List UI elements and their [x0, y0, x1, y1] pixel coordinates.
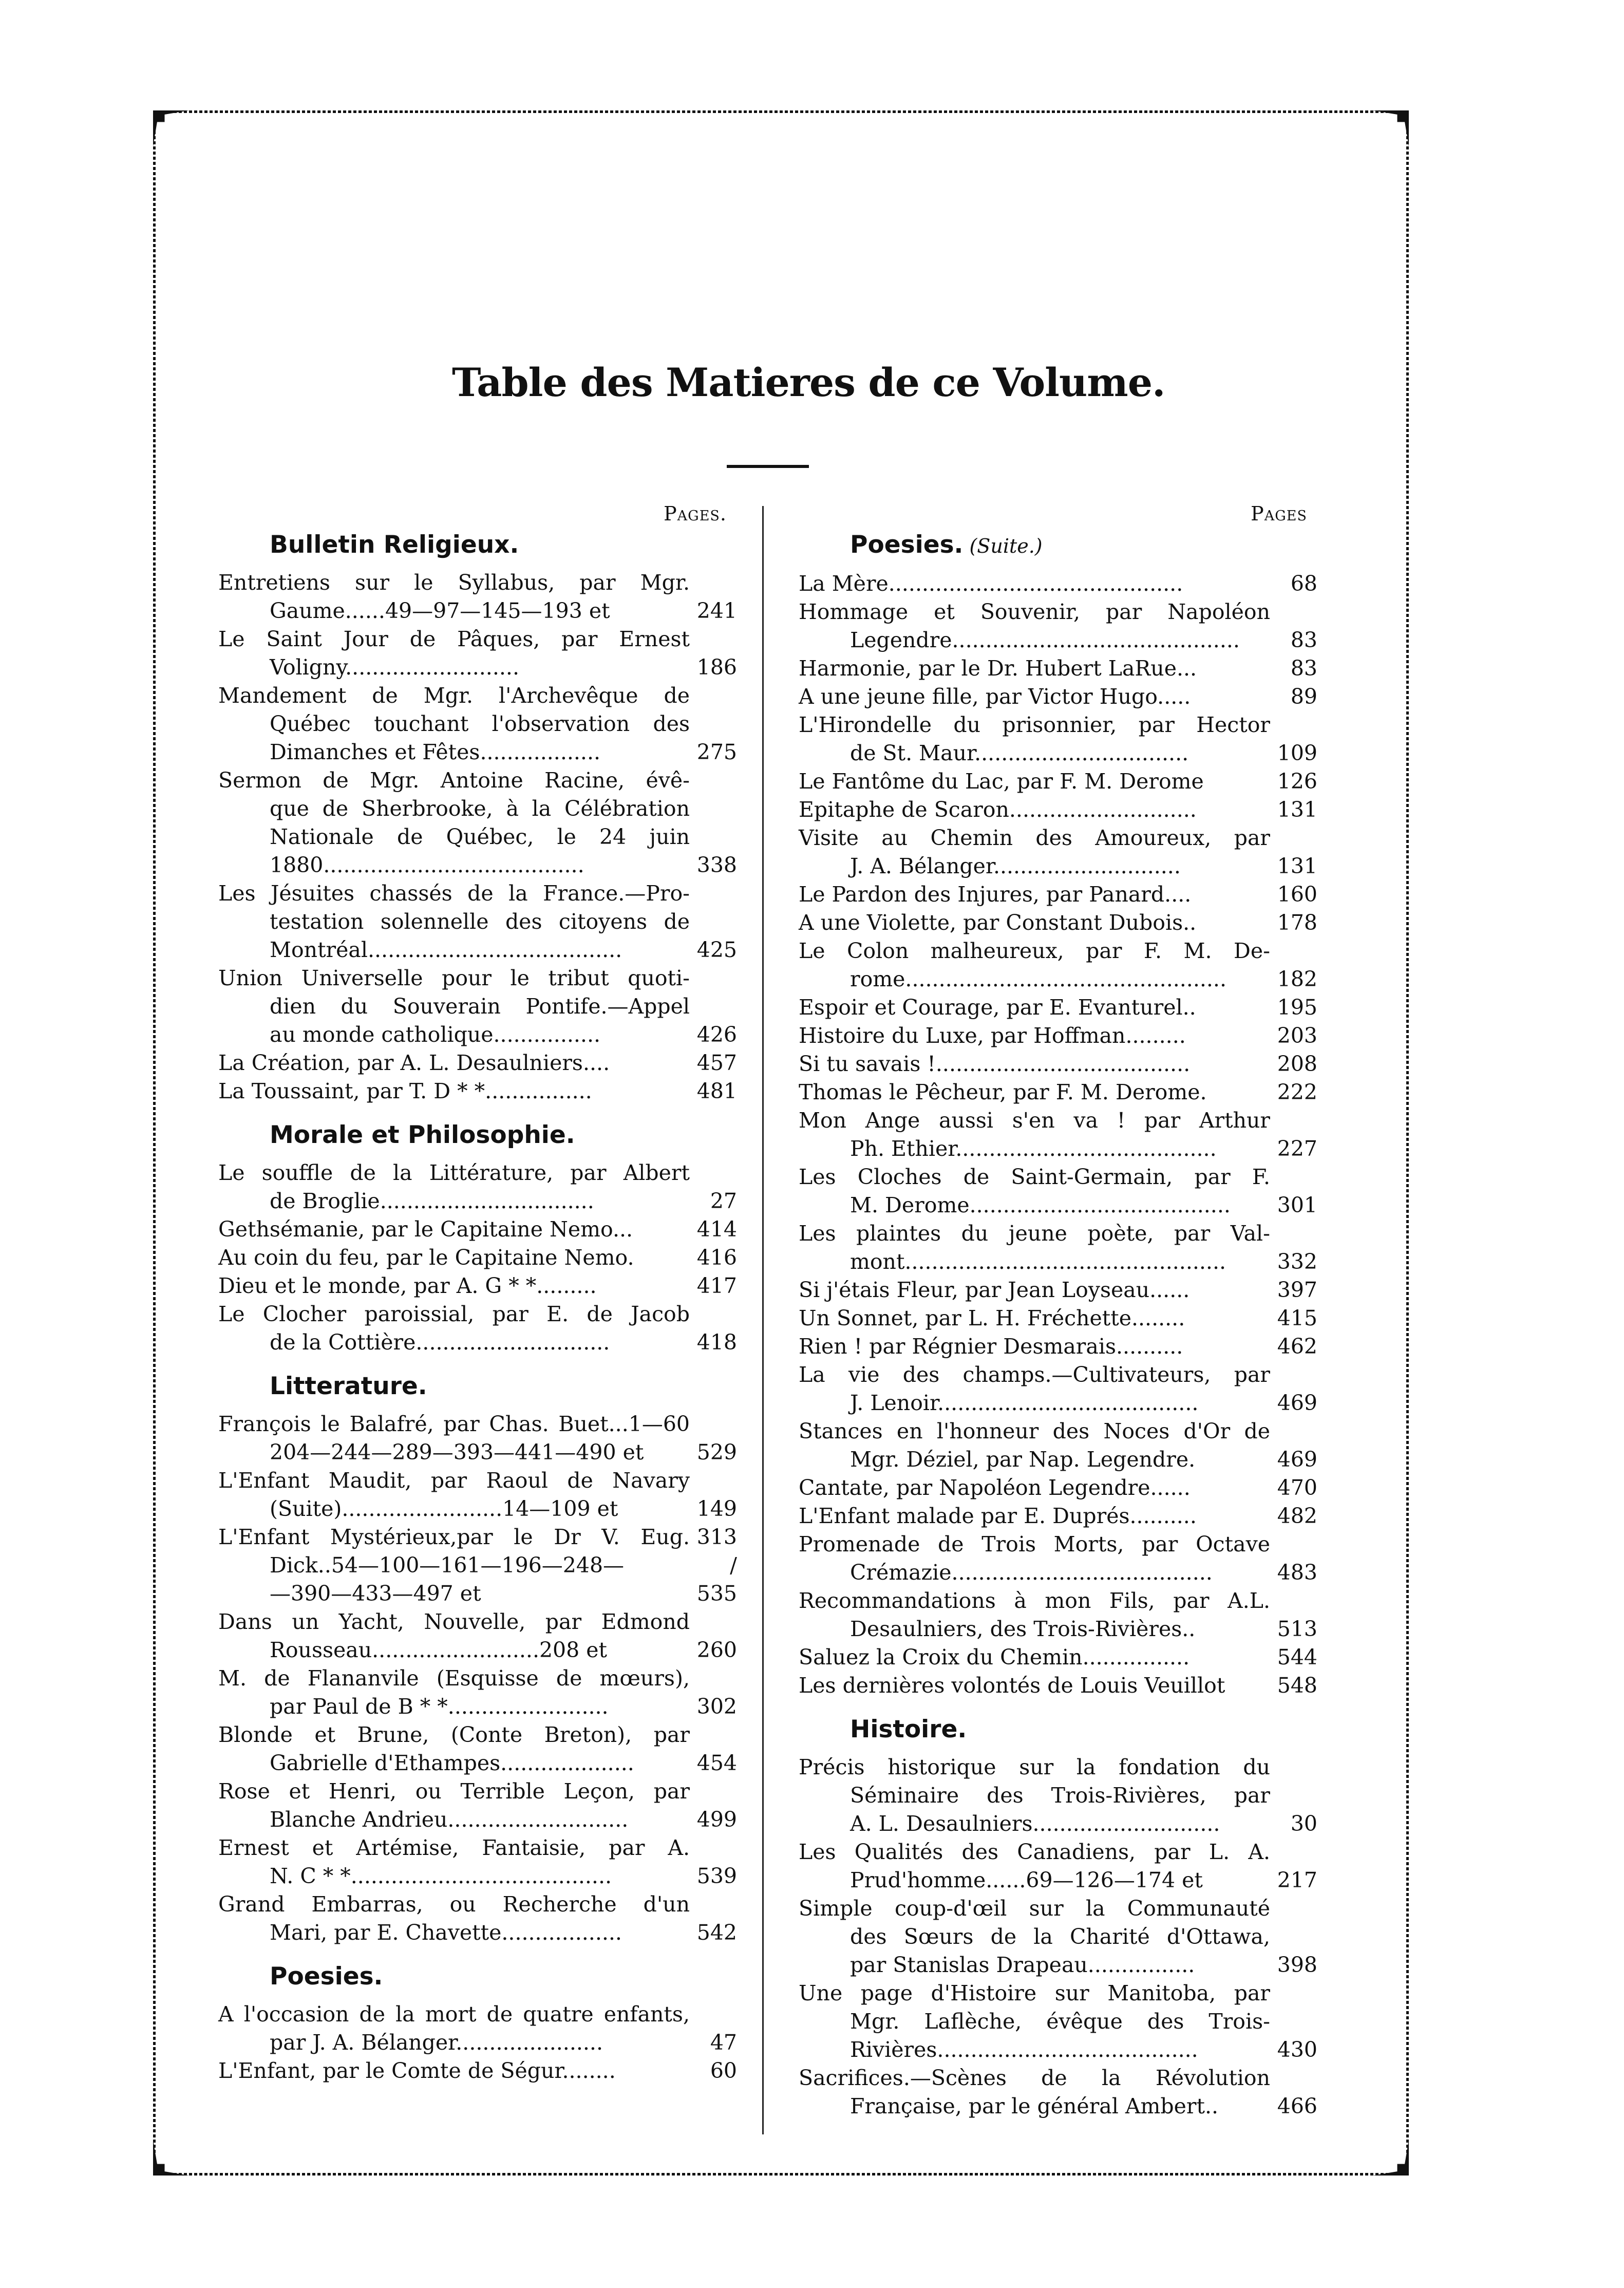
toc-entry-line: Rien ! par Régnier Desmarais.......... [799, 1334, 1183, 1359]
toc-entry-line: Epitaphe de Scaron............................ [799, 797, 1197, 822]
toc-entry-line: M. de Flananvile (Esquisse de mœurs), [218, 1666, 690, 1691]
toc-entry-line: Au coin du feu, par le Capitaine Nemo. [218, 1245, 634, 1270]
toc-entry-line: La Toussaint, par T. D * *................ [218, 1079, 592, 1103]
toc-page-number: 208 [1277, 1052, 1317, 1076]
toc-page-number: 418 [696, 1330, 737, 1355]
toc-page-number: 483 [1277, 1560, 1317, 1585]
toc-entry-line: Mari, par E. Chavette.................. [270, 1920, 622, 1945]
toc-entry-line: au monde catholique................ [270, 1022, 601, 1047]
section-heading-text: Histoire. [850, 1715, 967, 1743]
toc-entry [218, 1300, 737, 1357]
toc-entry-line: Le souffle de la Littérature, par Albert [218, 1160, 690, 1185]
toc-entry [218, 1664, 737, 1721]
toc-entry-line: Dick..54—100—161—196—248— [270, 1553, 625, 1578]
toc-page-number: 178 [1277, 910, 1317, 935]
toc-page-number: 482 [1277, 1504, 1317, 1528]
toc-page-number: 186 [696, 655, 737, 680]
toc-entry [799, 711, 1317, 767]
toc-entry-line: Crémazie....................................... [850, 1560, 1213, 1585]
toc-entry-line: Cantate, par Napoléon Legendre...... [799, 1475, 1191, 1500]
toc-entry-line: La Création, par A. L. Desaulniers.... [218, 1051, 610, 1075]
toc-entry-line: Mandement de Mgr. l'Archevêque de [218, 683, 690, 708]
toc-page-number: 203 [1277, 1023, 1317, 1048]
toc-entry-line: A. L. Desaulniers............................ [850, 1811, 1220, 1836]
section-heading [270, 1120, 737, 1151]
toc-page-number: 414 [696, 1217, 737, 1242]
toc-page-number: 222 [1277, 1080, 1317, 1104]
section-heading [270, 1371, 737, 1402]
section-heading-text: Litterature. [270, 1372, 427, 1400]
toc-entry-line: Dans un Yacht, Nouvelle, par Edmond [218, 1609, 690, 1634]
toc-entry-line: rome................................................ [850, 967, 1226, 991]
toc-entry-line: J. A. Bélanger............................ [850, 854, 1181, 878]
toc-entry-line: Le Fantôme du Lac, par F. M. Derome [799, 769, 1204, 794]
toc-page-number: 83 [1290, 656, 1317, 681]
toc-entry-line: Si j'étais Fleur, par Jean Loyseau...... [799, 1278, 1190, 1302]
toc-entry [799, 1022, 1317, 1050]
toc-entry [218, 879, 737, 964]
toc-entry [218, 964, 737, 1049]
toc-entry-line: Voligny.......................... [270, 655, 519, 680]
toc-page-number: 454 [696, 1751, 737, 1775]
toc-entry-line: Française, par le général Ambert.. [850, 2094, 1219, 2118]
toc-page-number: 415 [1277, 1306, 1317, 1330]
toc-page-number: 260 [696, 1638, 737, 1662]
toc-page-number: 109 [1277, 741, 1317, 765]
toc-page-number: 227 [1277, 1136, 1317, 1161]
toc-entry-line: Rivières....................................... [850, 2037, 1198, 2062]
toc-entry [218, 1215, 737, 1244]
toc-entry [799, 654, 1317, 683]
toc-entry-line: Le Clocher paroissial, par E. de Jacob [218, 1302, 690, 1326]
toc-entry [799, 880, 1317, 909]
toc-entry [799, 993, 1317, 1022]
section-heading [850, 1714, 1317, 1745]
section-heading [850, 530, 1317, 561]
toc-entry [799, 1050, 1317, 1078]
toc-entry [799, 1643, 1317, 1672]
toc-entry-line: Blonde et Brune, (Conte Breton), par [218, 1722, 690, 1747]
toc-entry-line: —390—433—497 et [270, 1581, 481, 1606]
toc-entry-line: La Mère............................................ [799, 571, 1183, 596]
toc-page-number: 470 [1277, 1475, 1317, 1500]
toc-entry-line: Mgr. Déziel, par Nap. Legendre. [850, 1447, 1196, 1472]
toc-entry-line: A l'occasion de la mort de quatre enfants, [218, 2002, 690, 2027]
toc-page-number: 131 [1277, 854, 1317, 878]
toc-page-number: 529 [696, 1440, 737, 1465]
toc-entry [218, 1244, 737, 1272]
toc-entry-line: Dieu et le monde, par A. G * *......... [218, 1273, 597, 1298]
toc-entry [799, 824, 1317, 880]
toc-entry-line: Dimanches et Fêtes.................. [270, 740, 601, 764]
toc-page-number: 131 [1277, 797, 1317, 822]
section-heading-text: Bulletin Religieux. [270, 531, 519, 559]
toc-entry-line: Stances en l'honneur des Noces d'Or de [799, 1419, 1270, 1443]
toc-entry-line: Gabrielle d'Ethampes.................... [270, 1751, 634, 1775]
toc-entry-line: Sacrifices.—Scènes de la Révolution [799, 2066, 1270, 2090]
toc-entry [799, 1220, 1317, 1276]
toc-entry-line: de Broglie................................ [270, 1189, 594, 1213]
toc-page-number: 542 [696, 1920, 737, 1945]
page-title: Table des Matieres de ce Volume. [452, 360, 1165, 405]
title-rule [727, 465, 809, 468]
toc-entry-line: Mgr. Laflèche, évêque des Trois- [850, 2009, 1270, 2034]
toc-page-number: 426 [696, 1022, 737, 1047]
toc-entry [799, 1304, 1317, 1333]
toc-entry-line: Le Pardon des Injures, par Panard.... [799, 882, 1192, 907]
toc-entry-line: Sermon de Mgr. Antoine Racine, évê- [218, 768, 690, 793]
toc-entry-line: que de Sherbrooke, à la Célébration [270, 796, 690, 821]
toc-entry-line: L'Hirondelle du prisonnier, par Hector [799, 712, 1270, 737]
toc-entry-line: Desaulniers, des Trois-Rivières.. [850, 1617, 1196, 1641]
toc-entry [218, 569, 737, 625]
toc-entry-line: Grand Embarras, ou Recherche d'un [218, 1892, 690, 1917]
toc-entry [218, 1721, 737, 1777]
toc-entry-line: Promenade de Trois Morts, par Octave [799, 1532, 1270, 1556]
toc-entry-line: Les Cloches de Saint-Germain, par F. [799, 1165, 1270, 1189]
toc-entry [799, 1753, 1317, 1838]
column-divider [762, 506, 764, 2134]
toc-entry-line: L'Enfant Maudit, par Raoul de Navary [218, 1468, 690, 1493]
toc-entry-line: Mon Ange aussi s'en va ! par Arthur [799, 1108, 1270, 1133]
toc-page-number: 60 [710, 2058, 737, 2083]
toc-entry-line: testation solennelle des citoyens de [270, 909, 690, 934]
toc-page-number: 416 [696, 1245, 737, 1270]
toc-page-number: 241 [696, 598, 737, 623]
toc-entry [218, 625, 737, 682]
right-sections [799, 530, 1317, 2132]
toc-entry [799, 1895, 1317, 1979]
toc-entry-line: Le Colon malheureux, par F. M. De- [799, 939, 1270, 963]
right-column [799, 501, 1317, 2132]
toc-entry-line: L'Enfant malade par E. Duprés.......... [799, 1504, 1197, 1528]
toc-entry [218, 1410, 737, 1467]
toc-entry-line: N. C * *....................................... [270, 1864, 612, 1888]
toc-entry [799, 1333, 1317, 1361]
toc-entry [218, 2057, 737, 2085]
section-gap [218, 1105, 737, 1117]
toc-page-number: 302 [696, 1694, 737, 1719]
section-heading-text: Poesies. [850, 531, 964, 559]
toc-entry [799, 1361, 1317, 1417]
toc-entry-line: Entretiens sur le Syllabus, par Mgr. [218, 570, 690, 595]
toc-page-number: 160 [1277, 882, 1317, 907]
toc-page-number: 83 [1290, 628, 1317, 652]
toc-entry [799, 1838, 1317, 1895]
toc-entry [799, 1502, 1317, 1530]
left-column [218, 501, 737, 2096]
toc-page-number: 149 [696, 1496, 737, 1521]
toc-entry [218, 1834, 737, 1890]
toc-entry [799, 1417, 1317, 1474]
toc-entry-line: Les Qualités des Canadiens, par L. A. [799, 1840, 1270, 1864]
toc-entry-line: de la Cottière............................. [270, 1330, 610, 1355]
toc-entry-line: Le Saint Jour de Pâques, par Ernest [218, 627, 690, 651]
toc-entry [799, 2064, 1317, 2121]
toc-entry-line: Saluez la Croix du Chemin................ [799, 1645, 1190, 1670]
toc-entry [799, 1163, 1317, 1220]
toc-page-number: 30 [1290, 1811, 1317, 1836]
toc-entry [218, 1523, 737, 1608]
toc-page-number: 126 [1277, 769, 1317, 794]
toc-entry-line: Une page d'Histoire sur Manitoba, par [799, 1981, 1270, 2005]
section-heading-text: Morale et Philosophie. [270, 1121, 575, 1149]
toc-entry-line: Blanche Andrieu........................... [270, 1807, 629, 1832]
toc-entry-line: Visite au Chemin des Amoureux, par [799, 826, 1270, 850]
toc-entry-line: Si tu savais !...................................... [799, 1052, 1191, 1076]
toc-entry-line: Histoire du Luxe, par Hoffman......... [799, 1023, 1186, 1048]
toc-entry-line: des Sœurs de la Charité d'Ottawa, [850, 1924, 1270, 1949]
toc-page-number: 513 [1277, 1617, 1317, 1641]
toc-entry [218, 1159, 737, 1215]
toc-entry [799, 683, 1317, 711]
toc-entry-line: par Paul de B * *........................ [270, 1694, 609, 1719]
toc-entry [218, 1890, 737, 1947]
toc-entry-line: Harmonie, par le Dr. Hubert LaRue... [799, 656, 1197, 681]
toc-page-number: 275 [696, 740, 737, 764]
toc-entry-line: (Suite)........................14—109 et [270, 1496, 618, 1521]
section-heading-text: Poesies. [270, 1962, 383, 1991]
pages-label: Pages. [664, 502, 727, 525]
toc-entry [218, 766, 737, 879]
toc-page-number: 430 [1277, 2037, 1317, 2062]
toc-page-number: 481 [696, 1079, 737, 1103]
toc-entry [218, 2000, 737, 2057]
toc-entry [799, 1979, 1317, 2064]
section-gap [218, 2085, 737, 2096]
toc-page-number: 457 [696, 1051, 737, 1075]
toc-page-number: 89 [1290, 684, 1317, 709]
toc-entry-line: Les dernières volontés de Louis Veuillot [799, 1673, 1225, 1698]
toc-entry-line: Hommage et Souvenir, par Napoléon [799, 599, 1270, 624]
toc-entry-line: Recommandations à mon Fils, par A.L. [799, 1588, 1270, 1613]
toc-entry-line: Rose et Henri, ou Terrible Leçon, par [218, 1779, 690, 1804]
toc-page-number: 301 [1277, 1193, 1317, 1217]
toc-entry [799, 767, 1317, 796]
section-gap [218, 1357, 737, 1368]
toc-entry [799, 1107, 1317, 1163]
toc-page-number: 466 [1277, 2094, 1317, 2118]
toc-page-number: 398 [1277, 1953, 1317, 1977]
toc-page-number: 425 [696, 937, 737, 962]
section-heading [270, 530, 737, 560]
toc-entry [799, 598, 1317, 654]
toc-entry-line: J. Lenoir....................................... [850, 1391, 1199, 1415]
toc-entry-line: Espoir et Courage, par E. Evanturel.. [799, 995, 1196, 1020]
toc-page-number: 27 [710, 1189, 737, 1213]
toc-page-number: 397 [1277, 1278, 1317, 1302]
toc-entry [799, 1276, 1317, 1304]
section-heading-suffix: (Suite.) [963, 535, 1043, 557]
toc-entry-line: Legendre........................................... [850, 628, 1240, 652]
toc-entry-line: de St. Maur................................ [850, 741, 1189, 765]
toc-entry-line: dien du Souverain Pontife.—Appel [270, 994, 690, 1019]
toc-entry-line: mont................................................ [850, 1249, 1226, 1274]
toc-page-number: 544 [1277, 1645, 1317, 1670]
toc-entry-line: A une Violette, par Constant Dubois.. [799, 910, 1197, 935]
toc-entry [218, 1049, 737, 1077]
toc-entry-line: Montréal...................................... [270, 937, 622, 962]
toc-entry-line: Prud'homme......69—126—174 et [850, 1868, 1203, 1892]
toc-entry [799, 1672, 1317, 1700]
toc-entry-line: Précis historique sur la fondation du [799, 1755, 1270, 1779]
pages-label-right: Pages [1251, 502, 1307, 525]
toc-entry-line: par J. A. Bélanger...................... [270, 2030, 603, 2055]
toc-entry [799, 909, 1317, 937]
toc-page-number: 469 [1277, 1391, 1317, 1415]
toc-entry-line: La vie des champs.—Cultivateurs, par [799, 1362, 1270, 1387]
section-gap [799, 2121, 1317, 2132]
toc-entry [218, 1777, 737, 1834]
toc-entry-line: Union Universelle pour le tribut quoti- [218, 966, 690, 990]
toc-page-number: 499 [696, 1807, 737, 1832]
toc-entry-line: Nationale de Québec, le 24 juin [270, 824, 690, 849]
toc-entry [799, 937, 1317, 993]
toc-entry-line: Rousseau.........................208 et [270, 1638, 608, 1662]
toc-page-number: 469 [1277, 1447, 1317, 1472]
toc-entry [218, 1467, 737, 1523]
toc-page-number: 417 [696, 1273, 737, 1298]
toc-page-number: 182 [1277, 967, 1317, 991]
toc-entry [218, 1608, 737, 1664]
toc-page-number: 462 [1277, 1334, 1317, 1359]
toc-entry [799, 570, 1317, 598]
toc-page-number: 539 [696, 1864, 737, 1888]
toc-entry [799, 1078, 1317, 1107]
toc-entry-line: 204—244—289—393—441—490 et [270, 1440, 644, 1465]
left-sections [218, 530, 737, 2096]
toc-page-number: 313 / 535 [696, 1525, 737, 1606]
toc-entry [799, 1530, 1317, 1587]
toc-entry-line: L'Enfant, par le Comte de Ségur........ [218, 2058, 616, 2083]
toc-page-number: 195 [1277, 995, 1317, 1020]
toc-page-number: 47 [710, 2030, 737, 2055]
toc-entry [218, 1077, 737, 1105]
toc-entry-line: François le Balafré, par Chas. Buet...1—60 [218, 1412, 690, 1436]
toc-entry-line: Gaume......49—97—145—193 et [270, 598, 610, 623]
toc-page-number: 548 [1277, 1673, 1317, 1698]
toc-entry [799, 1587, 1317, 1643]
toc-entry-line: M. Derome....................................... [850, 1193, 1231, 1217]
toc-entry-line: Gethsémanie, par le Capitaine Nemo... [218, 1217, 633, 1242]
toc-entry-line: Un Sonnet, par L. H. Fréchette........ [799, 1306, 1185, 1330]
section-heading [270, 1961, 737, 1992]
toc-page-number: 68 [1290, 571, 1317, 596]
toc-entry-line: Québec touchant l'observation des [270, 711, 690, 736]
toc-entry-line: 1880....................................... [270, 853, 584, 877]
toc-entry-line: Ph. Ethier....................................... [850, 1136, 1217, 1161]
toc-entry [799, 1474, 1317, 1502]
toc-entry-line: Thomas le Pêcheur, par F. M. Derome. [799, 1080, 1207, 1104]
toc-entry-line: par Stanislas Drapeau................ [850, 1953, 1195, 1977]
toc-entry [218, 1272, 737, 1300]
section-gap [799, 1700, 1317, 1711]
toc-page-number: 332 [1277, 1249, 1317, 1274]
toc-entry-line: Les plaintes du jeune poète, par Val- [799, 1221, 1270, 1246]
toc-entry-line: Séminaire des Trois-Rivières, par [850, 1783, 1270, 1808]
toc-entry [799, 796, 1317, 824]
toc-page-number: 217 [1277, 1868, 1317, 1892]
toc-entry-line: Les Jésuites chassés de la France.—Pro- [218, 881, 690, 906]
toc-page-number: 338 [696, 853, 737, 877]
toc-entry-line: L'Enfant Mystérieux,par le Dr V. Eug. [218, 1525, 690, 1549]
toc-entry [218, 682, 737, 766]
section-gap [218, 1947, 737, 1958]
toc-entry-line: Ernest et Artémise, Fantaisie, par A. [218, 1835, 690, 1860]
toc-entry-line: A une jeune fille, par Victor Hugo..... [799, 684, 1191, 709]
toc-entry-line: Simple coup-d'œil sur la Communauté [799, 1896, 1270, 1921]
